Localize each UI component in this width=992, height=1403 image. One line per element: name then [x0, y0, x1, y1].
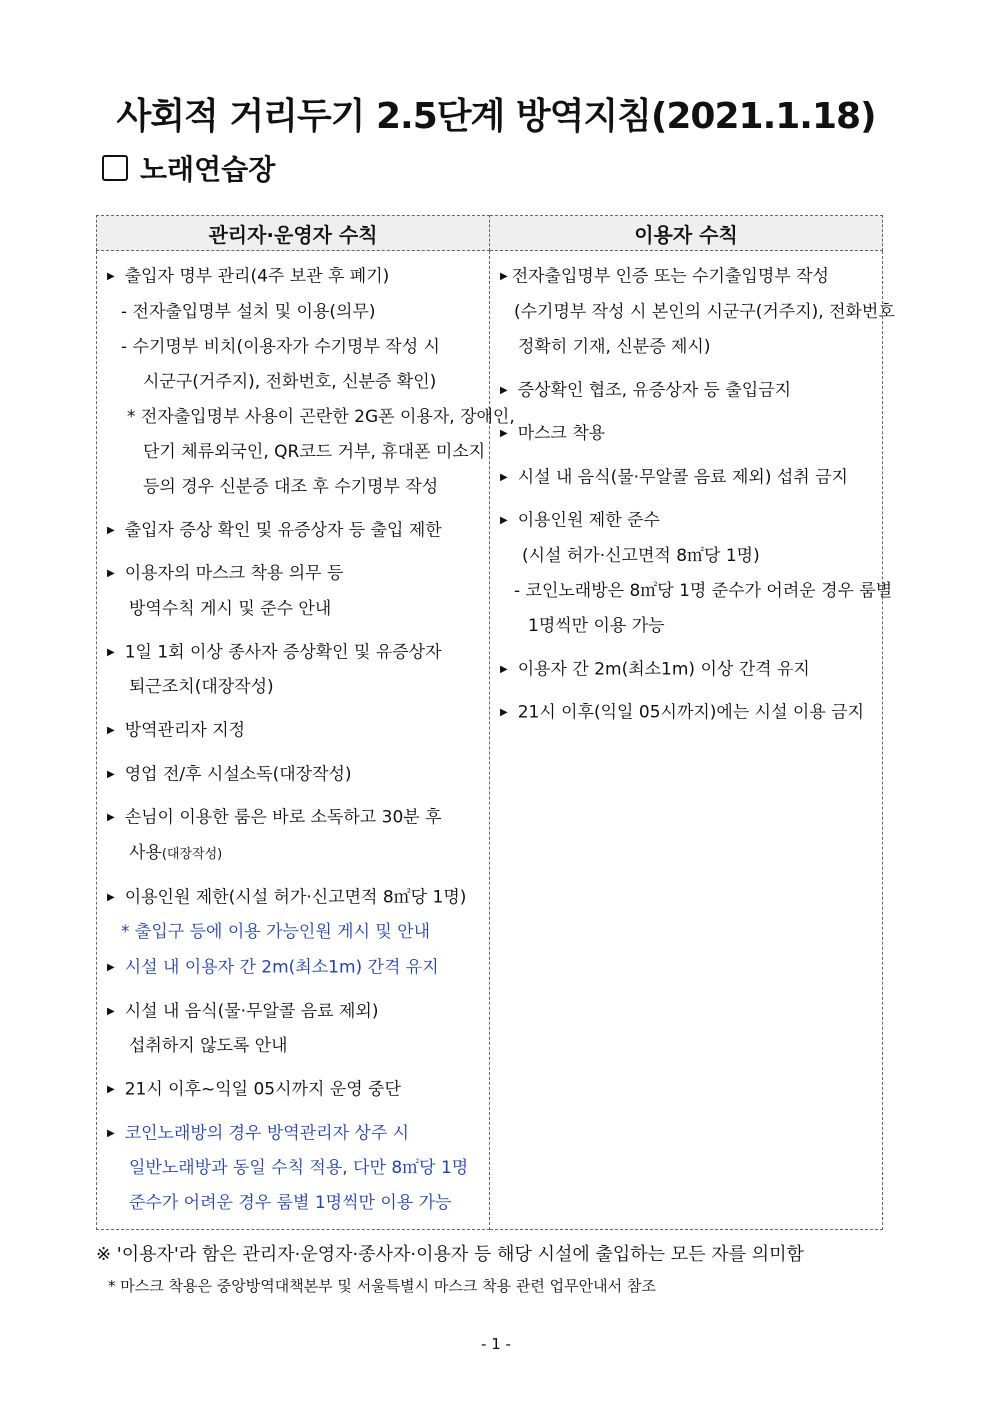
header-user-rules: 이용자 수칙 [490, 216, 883, 251]
list-subitem: - 전자출입명부 설치 및 이용(의무) [121, 301, 376, 322]
empty-square-icon [102, 155, 128, 181]
list-item: ▶ 이용자의 마스크 착용 의무 등 [107, 563, 344, 584]
page-number: - 1 - [481, 1335, 511, 1353]
triangle-bullet-icon: ▶ [107, 768, 115, 780]
triangle-bullet-icon: ▶ [107, 962, 115, 973]
list-item: ▶ 1일 1회 이상 종사자 증상확인 및 유증상자 [107, 642, 442, 662]
triangle-bullet-icon: ▶ [107, 568, 115, 579]
list-item: ▶ 영업 전/후 시설소독(대장작성) [107, 764, 352, 784]
footnote-user-definition: ※ '이용자'라 함은 관리자·운영자·종사자·이용자 등 해당 시설에 출입하는 모든 자를 의미함 [96, 1244, 804, 1265]
list-item: ▶ 증상확인 협조, 유증상자 등 출입금지 [500, 380, 792, 400]
list-item: ▶ 코인노래방의 경우 방역관리자 상주 시 [107, 1123, 410, 1143]
triangle-bullet-icon: ▶ [107, 1005, 115, 1017]
list-item: ▶ 출입자 명부 관리(4주 보관 후 폐기) [107, 266, 390, 287]
triangle-bullet-icon: ▶ [500, 384, 508, 396]
list-item: ▶ 전자출입명부 인증 또는 수기출입명부 작성 [500, 266, 829, 287]
document-title: 사회적 거리두기 2.5단계 방역지침(2021.1.18) [116, 96, 876, 137]
list-item: ▶ 마스크 착용 [500, 423, 606, 444]
list-subitem: - 코인노래방은 8㎡당 1명 준수가 어려운 경우 룸별 [514, 580, 893, 601]
footnote-mask-guidance: * 마스크 착용은 중앙방역대책본부 및 서울특별시 마스크 착용 관련 업무안내서 참조 [108, 1277, 656, 1295]
triangle-bullet-icon: ▶ [107, 725, 115, 736]
list-item: ▶ 이용인원 제한(시설 허가·신고면적 8㎡당 1명) [107, 887, 467, 907]
section-heading [102, 148, 275, 188]
list-item: ▶ 21시 이후~익일 05시까지 운영 중단 [107, 1079, 401, 1100]
triangle-bullet-icon: ▶ [500, 663, 508, 675]
triangle-bullet-icon: ▶ [107, 891, 115, 903]
manager-rules-cell: ▶ 출입자 명부 관리(4주 보관 후 폐기) - 전자출입명부 설치 및 이용(의무) - 수기명부 비치(이용자가 수기명부 작성 시 시군구(거주지), 전화번호, 신분증 확인) * 전자출입명부 사용이 곤란한 2G폰 이용자, 장애인, 단기 체류외국인, QR코드 거부, 휴대폰 미소지 등의 경우 신분증 대조 후 수기명부 작성 ▶ 출입자 증상 확인 및 유증상자 등 출입 제한 ▶ 이용자의 마스크 착용 의무 등 방역수칙 게시 및 준수 안내 ▶ 1일 1회 이상 종사자 증상확인 및 유증상자 퇴근조치(대장작성) ▶ 방역관리자 지정 ▶ 영업 전/후 시설소독(대장작성) ▶ 손님이 이용한 룸은 바로 소독하고 30분 후 사용(대장작성) ▶ 이용인원 제한(시설 허가·신고면적 8㎡당 1명) * 출입구 등에 이용 가능인원 게시 및 안내 ▶ 시설 내 이용자 간 2m(최소1m) 간격 유지 ▶ 시설 내 음식(물·무알콜 음료 제외) 섭취하지 않도록 안내 ▶ 21시 이후~익일 05시까지 운영 중단 ▶ 코인노래방의 경우 방역관리자 상주 시 일반노래방과 동일 수칙 적용, 다만 8㎡당 1명 준수가 어려운 경우 룸별 1명씩만 이용 가능 [97, 251, 490, 1230]
list-note: * 전자출입명부 사용이 곤란한 2G폰 이용자, 장애인, [127, 406, 515, 427]
list-item: ▶ 출입자 증상 확인 및 유증상자 등 출입 제한 [107, 520, 442, 540]
triangle-bullet-icon: ▶ [107, 812, 115, 823]
triangle-bullet-icon: ▶ [107, 1084, 115, 1095]
list-item: ▶ 시설 내 음식(물·무알콜 음료 제외) 섭취 금지 [500, 467, 848, 487]
list-item: ▶ 손님이 이용한 룸은 바로 소독하고 30분 후 [107, 807, 442, 828]
list-item: ▶ 이용자 간 2m(최소1m) 이상 간격 유지 [500, 659, 810, 679]
list-item: ▶ 이용인원 제한 준수 [500, 510, 660, 531]
list-note: * 출입구 등에 이용 가능인원 게시 및 안내 [121, 922, 431, 942]
section-label: 노래연습장 [140, 153, 276, 186]
rules-table [96, 215, 895, 1230]
triangle-bullet-icon: ▶ [107, 646, 115, 658]
triangle-bullet-icon: ▶ [500, 707, 508, 718]
triangle-bullet-icon: ▶ [107, 524, 115, 536]
list-item: ▶ 시설 내 음식(물·무알콜 음료 제외) [107, 1001, 379, 1021]
triangle-bullet-icon: ▶ [500, 471, 508, 483]
triangle-bullet-icon: ▶ [107, 271, 115, 282]
header-manager-rules: 관리자·운영자 수칙 [97, 216, 490, 251]
triangle-bullet-icon: ▶ [500, 428, 508, 439]
triangle-bullet-icon: ▶ [107, 1127, 115, 1139]
triangle-bullet-icon: ▶ [500, 515, 508, 526]
list-item: ▶ 21시 이후(익일 05시까지)에는 시설 이용 금지 [500, 702, 865, 723]
user-rules-cell: ▶ 전자출입명부 인증 또는 수기출입명부 작성 (수기명부 작성 시 본인의 시군구(거주지), 전화번호 정확히 기재, 신분증 제시) ▶ 증상확인 협조, 유증상자 등 출입금지 ▶ 마스크 착용 ▶ 시설 내 음식(물·무알콜 음료 제외) 섭취 금지 ▶ 이용인원 제한 준수 (시설 허가·신고면적 8㎡당 1명) - 코인노래방은 8㎡당 1명 준수가 어려운 경우 룸별 1명씩만 이용 가능 ▶ 이용자 간 2m(최소1m) 이상 간격 유지 ▶ 21시 이후(익일 05시까지)에는 시설 이용 금지 [490, 251, 883, 1230]
triangle-bullet-icon: ▶ [500, 271, 508, 282]
list-item: ▶ 방역관리자 지정 [107, 720, 246, 741]
list-subitem: - 수기명부 비치(이용자가 수기명부 작성 시 [121, 336, 440, 357]
list-item: ▶ 시설 내 이용자 간 2m(최소1m) 간격 유지 [107, 957, 439, 978]
